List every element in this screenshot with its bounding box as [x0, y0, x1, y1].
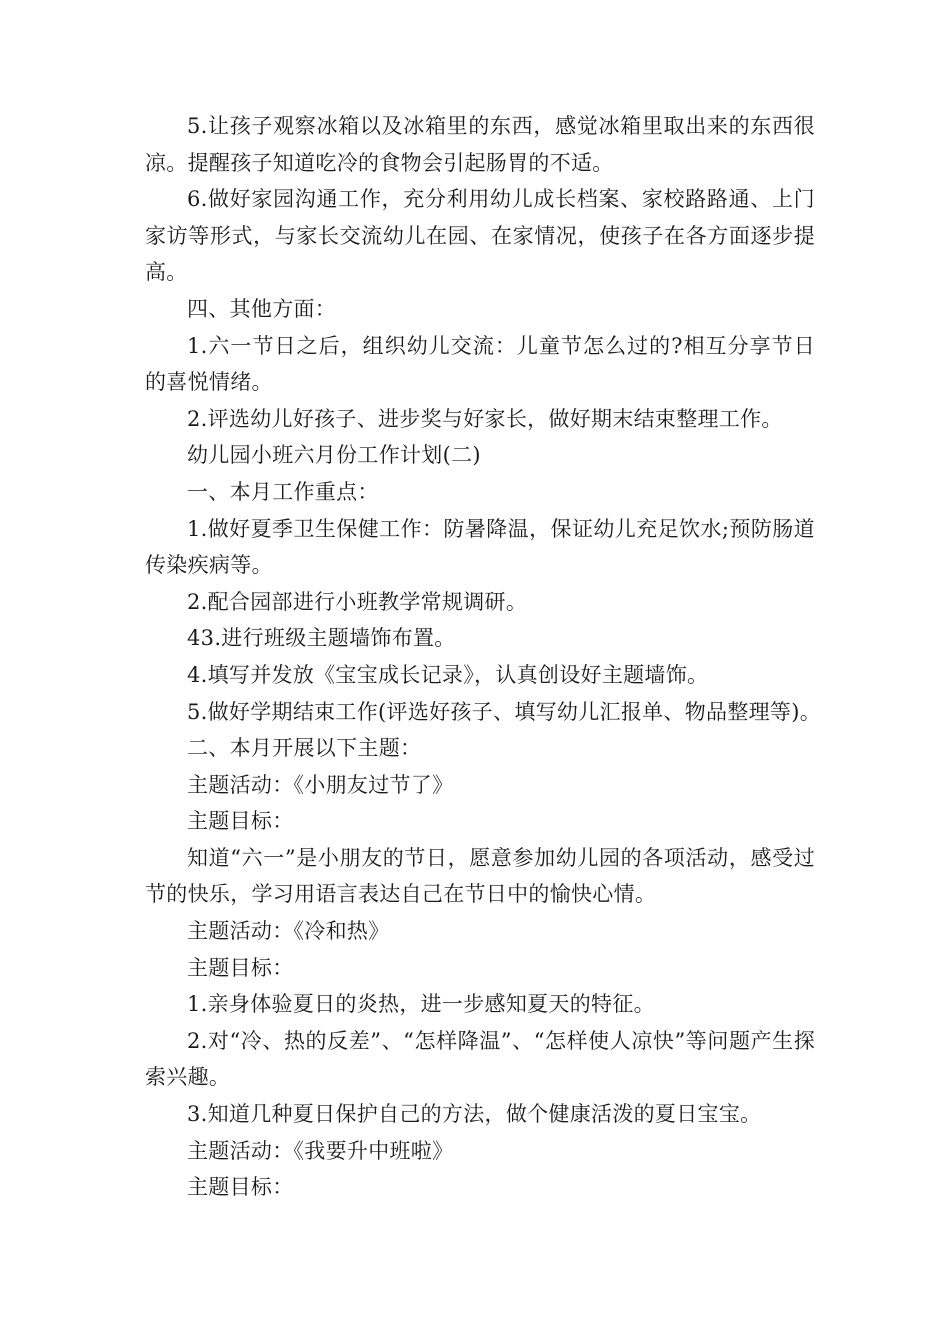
paragraph: 1.做好夏季卫生保健工作：防暑降温，保证幼儿充足饮水;预防肠道传染疾病等。 [145, 516, 815, 578]
paragraph: 1.亲身体验夏日的炎热，进一步感知夏天的特征。 [187, 992, 655, 1017]
paragraph: 1.六一节日之后，组织幼儿交流：儿童节怎么过的?相互分享节日的喜悦情绪。 [145, 333, 815, 395]
paragraph: 2.对“冷、热的反差”、“怎样降温”、“怎样使人凉快”等问题产生探索兴趣。 [145, 1028, 815, 1090]
theme-activity: 主题活动：《小朋友过节了》 [187, 772, 454, 797]
theme-goal-label: 主题目标： [187, 809, 294, 834]
theme-goal-label: 主题目标： [187, 955, 294, 980]
document-page [145, 108, 822, 1206]
paragraph: 6.做好家园沟通工作，充分利用幼儿成长档案、家校路路通、上门家访等形式，与家长交流幼儿在园、在家情况，使孩子在各方面逐步提高。 [145, 187, 815, 285]
section-heading: 四、其他方面： [187, 296, 337, 321]
paragraph: 4.填写并发放《宝宝成长记录》，认真创设好主题墙饰。 [187, 662, 709, 687]
section-heading: 二、本月开展以下主题： [187, 736, 422, 761]
paragraph: 2.配合园部进行小班教学常规调研。 [187, 589, 528, 614]
document-subtitle: 幼儿园小班六月份工作计划(二) [187, 443, 481, 468]
theme-goal-label: 主题目标： [187, 1175, 294, 1200]
paragraph: 3.知道几种夏日保护自己的方法，做个健康活泼的夏日宝宝。 [187, 1102, 762, 1127]
paragraph: 2.评选幼儿好孩子、进步奖与好家长，做好期末结束整理工作。 [187, 406, 783, 431]
theme-activity: 主题活动：《我要升中班啦》 [187, 1138, 454, 1163]
paragraph: 5.让孩子观察冰箱以及冰箱里的东西，感觉冰箱里取出来的东西很凉。提醒孩子知道吃冷的食物会引起肠胃的不适。 [145, 114, 815, 175]
paragraph: 43.进行班级主题墙饰布置。 [187, 626, 456, 651]
section-heading: 一、本月工作重点： [187, 479, 379, 504]
paragraph: 5.做好学期结束工作(评选好孩子、填写幼儿汇报单、物品整理等)。 [187, 699, 822, 724]
paragraph: 知道“六一”是小朋友的节日，愿意参加幼儿园的各项活动，感受过节的快乐，学习用语言表达自己在节日中的愉快心情。 [145, 845, 815, 907]
theme-activity: 主题活动：《冷和热》 [187, 919, 390, 944]
